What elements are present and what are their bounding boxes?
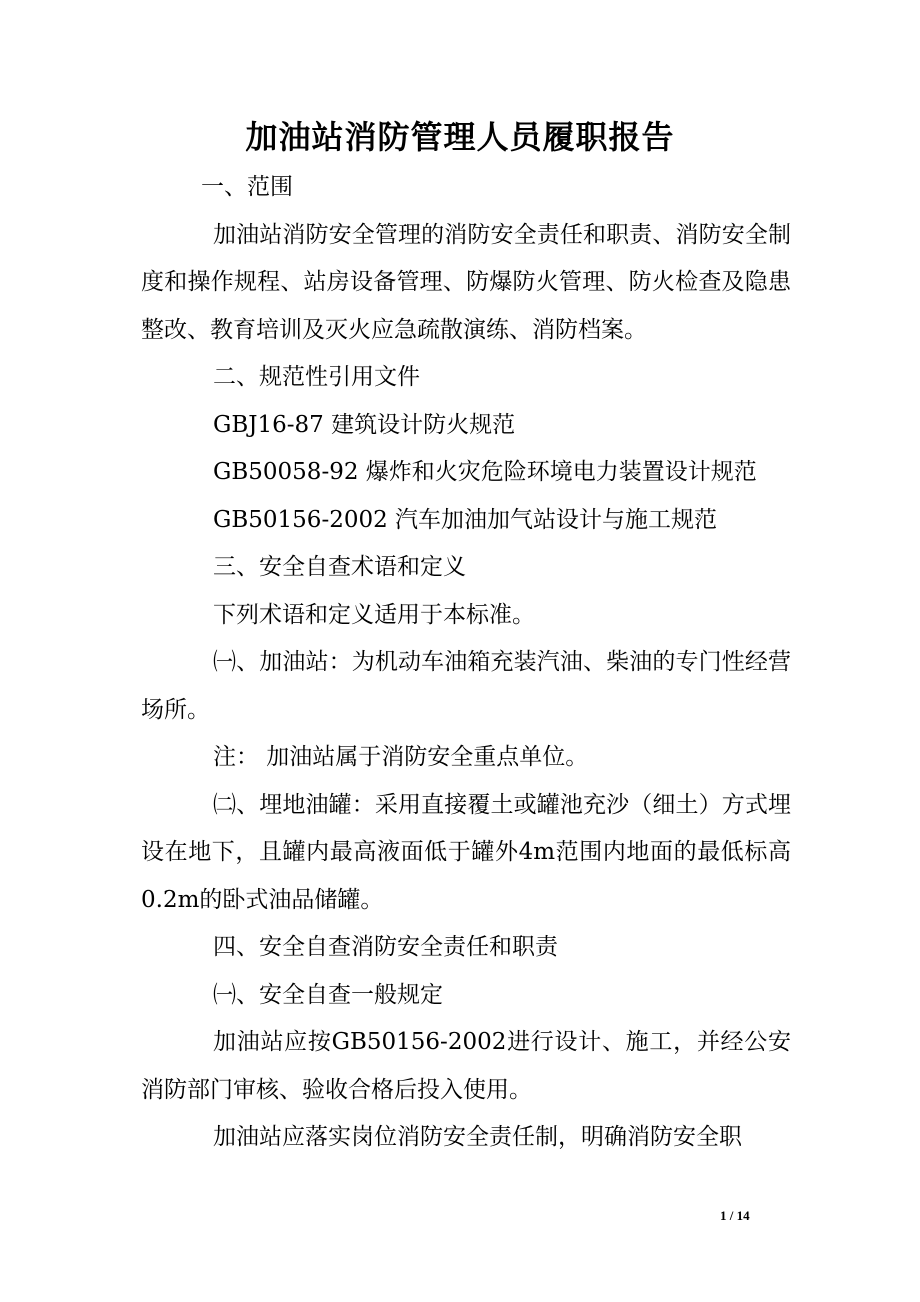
body-paragraph: 加油站应落实岗位消防安全责任制，明确消防安全职: [213, 1124, 742, 1150]
definition-item: ㈡、埋地油罐：采用直接覆土或罐池充沙（细土）方式埋设在地下，且罐内最高液面低于罐外4m范围内地面的最低标高0.2m的卧式油品储罐。: [141, 791, 791, 913]
section-heading: 一、范围: [201, 174, 293, 200]
section-heading: 三、安全自查术语和定义: [213, 554, 466, 580]
section-heading: 二、规范性引用文件: [213, 364, 420, 390]
section-heading: 四、安全自查消防安全责任和职责: [213, 934, 558, 960]
document-body: [141, 164, 791, 1162]
body-paragraph: 加油站消防安全管理的消防安全责任和职责、消防安全制度和操作规程、站房设备管理、防爆防火管理、防火检查及隐患整改、教育培训及灭火应急疏散演练、消防档案。: [141, 221, 791, 343]
definition-item: ㈠、加油站：为机动车油箱充装汽油、柴油的专门性经营场所。: [141, 649, 791, 723]
page-number: 1 / 14: [720, 1208, 750, 1223]
reference-item: GBJ16-87 建筑设计防火规范: [213, 411, 516, 438]
reference-item: GB50156-2002 汽车加油加气站设计与施工规范: [213, 506, 718, 533]
body-paragraph: 加油站应按GB50156-2002进行设计、施工，并经公安消防部门审核、验收合格后投入使用。: [141, 1029, 791, 1103]
reference-item: GB50058-92 爆炸和火灾危险环境电力装置设计规范: [213, 459, 757, 485]
subsection-heading: ㈠、安全自查一般规定: [213, 981, 443, 1008]
document-title: 加油站消防管理人员履职报告: [245, 118, 675, 156]
body-paragraph: 下列术语和定义适用于本标准。: [213, 601, 535, 628]
note-paragraph: 注： 加油站属于消防安全重点单位。: [213, 744, 589, 770]
